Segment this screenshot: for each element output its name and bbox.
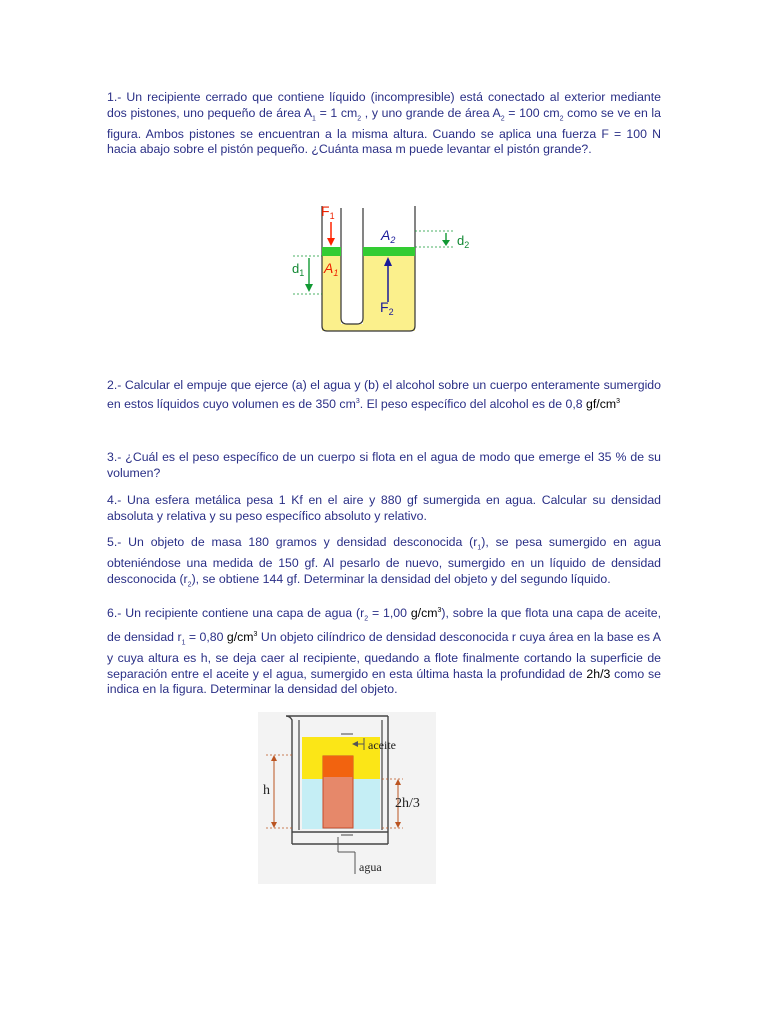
label-agua: agua [359, 860, 382, 874]
label-d1: $d_1$ [292, 261, 305, 278]
text-run: = 1,00 [368, 606, 411, 621]
text-run: 2 [187, 581, 192, 589]
text-run: 2h/3 [586, 666, 611, 681]
hydraulic-press-figure [285, 198, 485, 338]
text-run: como se ve en la figura. Ambos pistones se encuentran a la misma altura. Cuando se aplica una fuerza F = 100 N hacia abajo sobre el pistón pequeño. ¿Cuánta masa m puede levantar el pistón grande?. [107, 105, 661, 157]
text-run: , y uno grande de área A [361, 105, 501, 120]
text-run: 1 [181, 639, 186, 647]
text-run: como se indica en la figura. Determinar la densidad del objeto. [107, 666, 662, 697]
label-a1: $A_1$ [324, 260, 339, 278]
small-piston [322, 247, 341, 256]
text-run: 2.- Calcular el empuje que ejerce (a) el agua y (b) el alcohol sobre un cuerpo enteramente sumergido en estos líquidos cuyo volumen es de 350 cm [107, 378, 661, 411]
problem-1-text [107, 90, 661, 158]
liquid-fill [322, 248, 415, 331]
text-run: 2 [500, 115, 505, 123]
text-run: 1 [477, 544, 482, 552]
label-f1: $F_1$ [321, 203, 335, 221]
text-run: = 0,80 [185, 630, 227, 645]
text-run: gf/cm [586, 396, 617, 411]
text-run: 2 [357, 115, 362, 123]
text-run: = 100 cm [504, 105, 560, 120]
problem-4-text [107, 493, 661, 524]
text-run: Un objeto cilíndrico de densidad desconocida r cuya área en la base es A y cuya altura es h, se deja caer al recipiente, quedando a flote finalmente cortando la superficie de separación entre el aceite y el agua, sumergido en esta última hasta la profundidad de [107, 630, 661, 681]
text-run: 1.- Un recipiente cerrado que contiene líquido (incompresible) está conectado al exterior mediante dos pistones, uno pequeño de área A [107, 90, 661, 120]
text-run: g/cm [410, 606, 438, 621]
problem-6-text [107, 603, 661, 698]
text-run: = 1 cm [315, 105, 358, 120]
oil-water-figure [258, 712, 436, 884]
text-run: 3 [437, 607, 442, 614]
text-run: 3 [616, 397, 620, 405]
text-run: 5.- Un objeto de masa 180 gramos y densidad desconocida (r [107, 535, 478, 549]
text-run: g/cm [226, 630, 254, 645]
text-run: ), se obtiene 144 gf. Determinar la densidad del objeto y del segundo líquido. [191, 571, 611, 586]
label-a2: $A_2$ [381, 227, 396, 245]
label-f2: $F_2$ [380, 299, 394, 317]
text-run: ), se pesa sumergido en agua obteniéndose una medida de 150 gf. Al pesarlo de nuevo, sumergido en un líquido de densidad desconocida (r [107, 535, 662, 586]
large-piston [363, 247, 415, 256]
text-run: 3.- ¿Cuál es el peso específico de un cuerpo si flota en el agua de modo que emerge el 35 % de su volumen? [107, 450, 661, 480]
text-run: 2 [559, 115, 564, 123]
text-run: 2 [364, 615, 369, 623]
problem-5-text [107, 535, 661, 593]
problem-3-text [107, 450, 661, 481]
label-aceite: aceite [368, 738, 396, 752]
label-2h3: 2h/3 [395, 796, 420, 811]
problem-2-text [107, 378, 661, 412]
text-run: 6.- Un recipiente contiene una capa de agua (r [107, 606, 365, 621]
text-run: 4.- Una esfera metálica pesa 1 Kf en el aire y 880 gf sumergida en agua. Calcular su densidad absoluta y relativa y su peso específico absoluto y relativo. [107, 493, 661, 523]
text-run: 1 [312, 115, 316, 123]
text-run: 3 [253, 631, 258, 639]
text-run: ), sobre la que flota una capa de aceite, de densidad r [107, 606, 661, 645]
text-run: 3 [355, 397, 360, 405]
label-d2: $d_2$ [457, 233, 470, 250]
label-h: h [263, 783, 270, 798]
text-run: . El peso específico del alcohol es de 0,8 [359, 396, 587, 411]
